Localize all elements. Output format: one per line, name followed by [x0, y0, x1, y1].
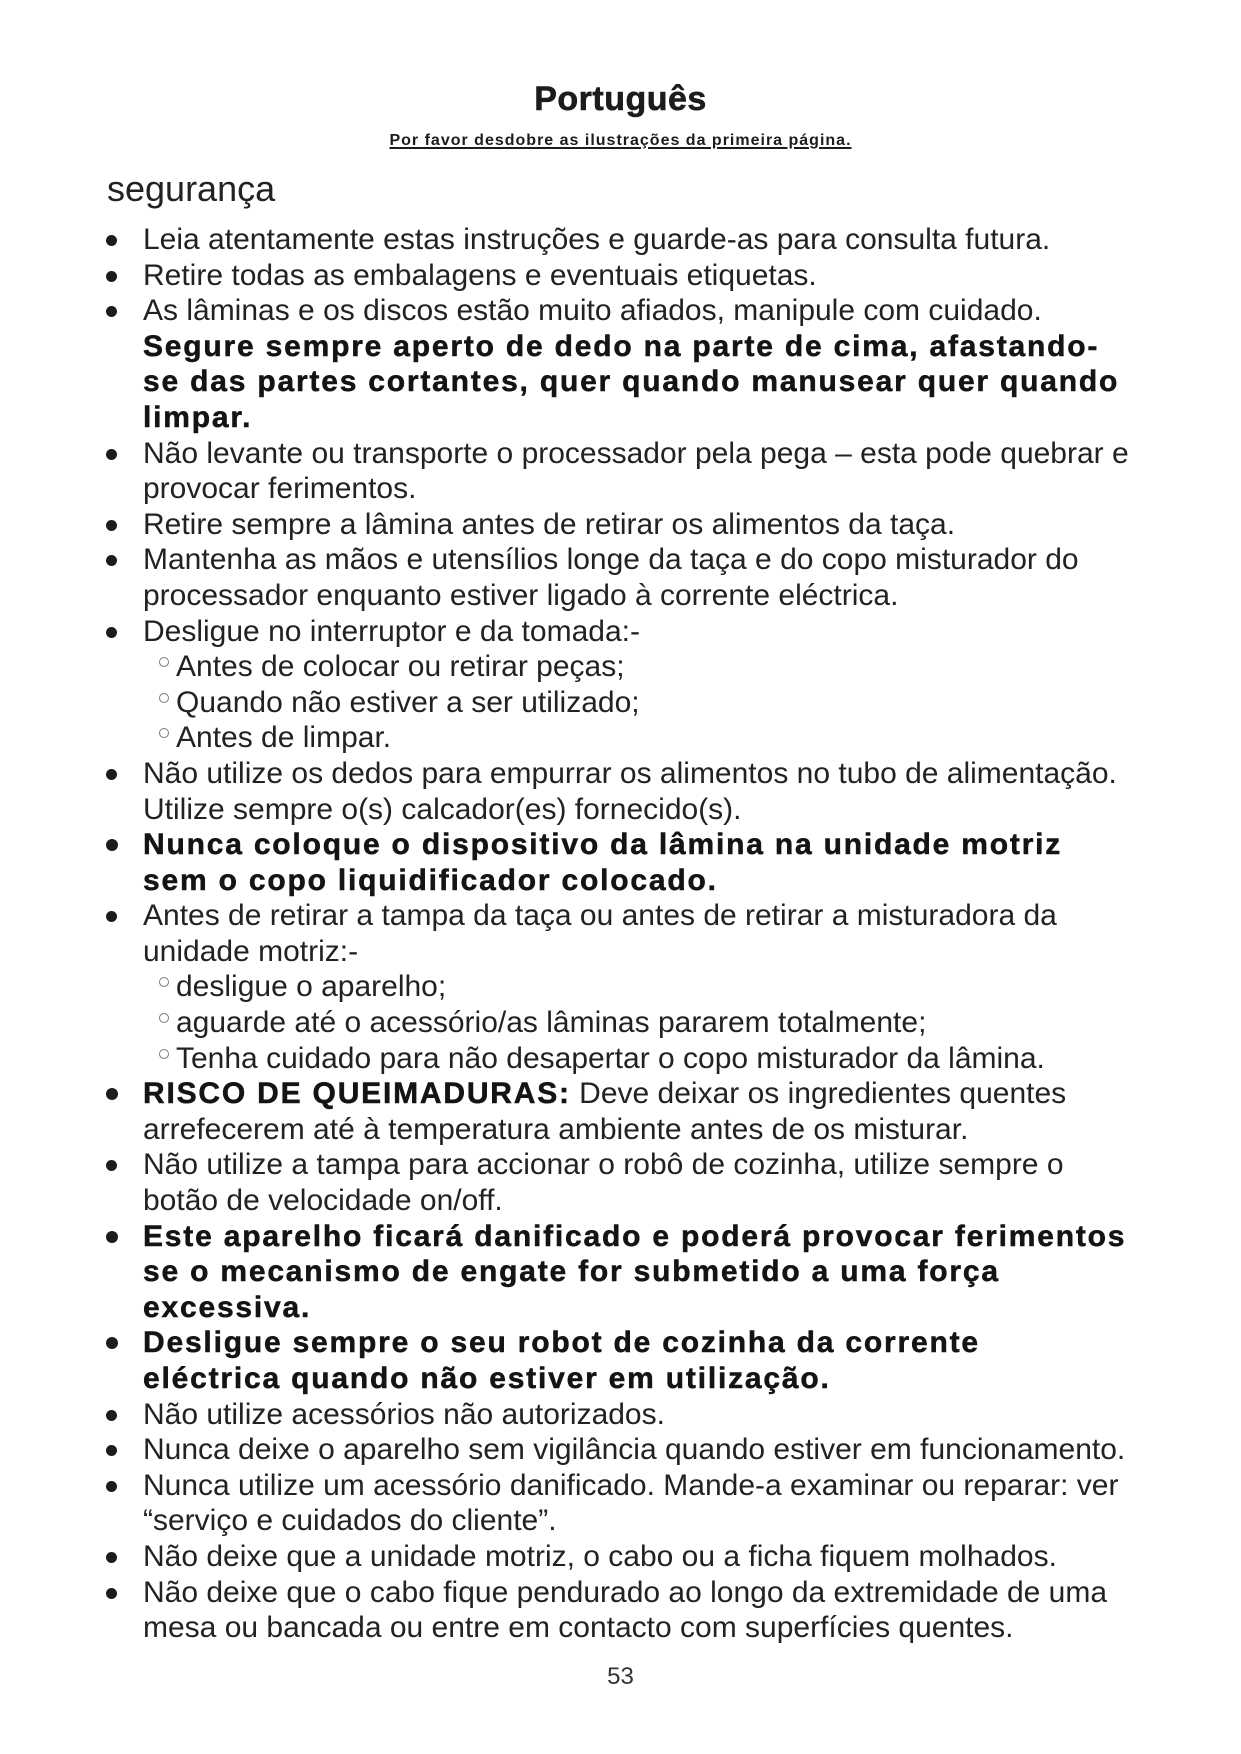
circle-bullet-icon	[159, 1013, 169, 1023]
sub-item-text: aguarde até o acessório/as lâminas pararem totalmente;	[176, 1006, 927, 1040]
subtitle-text: Por favor desdobre as ilustrações da primeira página.	[389, 132, 852, 149]
item-text-line: Desligue no interruptor e da tomada:-	[143, 614, 640, 648]
safety-item	[0, 1432, 1241, 1468]
item-text-line: Não deixe que a unidade motriz, o cabo ou a ficha fiquem molhados.	[143, 1539, 1057, 1573]
item-text-line: Utilize sempre o(s) calcador(es) fornecido(s).	[143, 792, 742, 826]
safety-item	[0, 507, 1241, 543]
item-text-line: Retire todas as embalagens e eventuais etiquetas.	[143, 258, 817, 292]
item-bold-line: se das partes cortantes, quer quando manusear quer quando	[143, 365, 1120, 399]
bullet-icon	[106, 627, 117, 638]
item-bold-line: Desligue sempre o seu robot de cozinha da corrente	[143, 1326, 980, 1360]
item-text-line	[0, 1076, 1241, 1112]
safety-item	[0, 1539, 1241, 1575]
item-text-line: Não deixe que o cabo fique pendurado ao longo da extremidade de uma	[143, 1575, 1108, 1609]
sub-item	[0, 649, 1241, 685]
item-text-line: Mantenha as mãos e utensílios longe da taça e do copo misturador do	[143, 543, 1079, 577]
item-text-line: Nunca utilize um acessório danificado. Mande-a examinar ou reparar: ver	[143, 1468, 1119, 1502]
item-text-line: processador enquanto estiver ligado à corrente eléctrica.	[143, 578, 899, 612]
safety-item	[0, 293, 1241, 435]
sub-item-text: Antes de limpar.	[176, 721, 392, 755]
safety-item	[0, 542, 1241, 613]
item-text-line: Não utilize a tampa para accionar o robô de cozinha, utilize sempre o	[143, 1148, 1064, 1182]
item-bold-line: se o mecanismo de engate for submetido a uma força	[143, 1255, 1000, 1289]
item-bold-line: Este aparelho ficará danificado e poderá provocar ferimentos	[143, 1219, 1127, 1253]
safety-item	[0, 436, 1241, 507]
item-bold-line: Segure sempre aperto de dedo na parte de cima, afastando-	[143, 329, 1100, 363]
sub-item-text: Quando não estiver a ser utilizado;	[176, 685, 640, 719]
item-text-line: Leia atentamente estas instruções e guarde-as para consulta futura.	[143, 223, 1051, 256]
bullet-icon	[106, 1552, 117, 1563]
item-bold-line: sem o copo liquidificador colocado.	[143, 863, 718, 897]
item-text-line: Nunca deixe o aparelho sem vigilância quando estiver em funcionamento.	[143, 1433, 1126, 1467]
safety-item	[0, 1468, 1241, 1539]
sub-item	[0, 1005, 1241, 1041]
bullet-icon	[106, 839, 118, 851]
item-text-line: botão de velocidade on/off.	[143, 1184, 503, 1218]
item-text-line: Não levante ou transporte o processador pela pega – esta pode quebrar e	[143, 436, 1129, 470]
circle-bullet-icon	[159, 1049, 169, 1059]
bullet-icon	[106, 520, 117, 531]
item-bold-line: Nunca coloque o dispositivo da lâmina na unidade motriz	[143, 828, 1063, 862]
sub-item	[0, 969, 1241, 1005]
bullet-icon	[106, 1481, 117, 1492]
circle-bullet-icon	[159, 728, 169, 738]
section-heading: segurança	[107, 168, 276, 209]
bullet-icon	[106, 769, 117, 780]
safety-item	[0, 1219, 1241, 1326]
safety-item	[0, 1397, 1241, 1433]
safety-list	[0, 222, 1241, 1646]
bullet-icon	[106, 1588, 117, 1599]
item-text-line: mesa ou bancada ou entre em contacto com superfícies quentes.	[143, 1611, 1014, 1645]
circle-bullet-icon	[159, 693, 169, 703]
item-text-line: Não utilize os dedos para empurrar os alimentos no tubo de alimentação.	[143, 756, 1117, 790]
safety-item	[0, 1076, 1241, 1147]
safety-item	[0, 1147, 1241, 1218]
item-text-line: As lâminas e os discos estão muito afiados, manipule com cuidado.	[143, 294, 1042, 328]
bullet-icon	[106, 235, 117, 246]
item-bold-line: excessiva.	[143, 1290, 312, 1324]
bullet-icon	[106, 449, 117, 460]
safety-item	[0, 222, 1241, 258]
bullet-icon	[106, 1410, 117, 1421]
page-number: 53	[607, 1663, 634, 1690]
sub-item-text: desligue o aparelho;	[176, 970, 447, 1004]
item-bold-line: limpar.	[143, 400, 253, 434]
safety-item	[0, 258, 1241, 294]
sub-item	[0, 1041, 1241, 1077]
item-text-line: arrefecerem até à temperatura ambiente antes de os misturar.	[143, 1112, 969, 1146]
page-title: Português	[534, 80, 707, 118]
item-text-line: unidade motriz:-	[143, 934, 359, 968]
safety-item	[0, 756, 1241, 827]
item-text: Deve deixar os ingredientes quentes	[579, 1077, 1067, 1111]
circle-bullet-icon	[159, 977, 169, 987]
safety-item	[0, 898, 1241, 1076]
safety-item	[0, 1575, 1241, 1646]
item-text-line: Retire sempre a lâmina antes de retirar os alimentos da taça.	[143, 507, 956, 541]
warning-label: RISCO DE QUEIMADURAS:	[143, 1077, 571, 1111]
circle-bullet-icon	[159, 657, 169, 667]
item-text-line: provocar ferimentos.	[143, 472, 417, 506]
item-text-line: Antes de retirar a tampa da taça ou antes de retirar a misturadora da	[143, 899, 1057, 933]
item-text-line: Não utilize acessórios não autorizados.	[143, 1397, 665, 1431]
sub-item	[0, 720, 1241, 756]
sub-item	[0, 685, 1241, 721]
safety-item	[0, 1325, 1241, 1396]
bullet-icon	[106, 271, 117, 282]
safety-item	[0, 827, 1241, 898]
sub-item-text: Antes de colocar ou retirar peças;	[176, 650, 625, 684]
item-bold-line: eléctrica quando não estiver em utilização.	[143, 1362, 831, 1395]
sub-item-text: Tenha cuidado para não desapertar o copo misturador da lâmina.	[176, 1041, 1045, 1075]
bullet-icon	[106, 1231, 118, 1243]
page-subtitle	[0, 131, 1241, 151]
item-text-line: “serviço e cuidados do cliente”.	[143, 1504, 557, 1538]
safety-item	[0, 614, 1241, 756]
